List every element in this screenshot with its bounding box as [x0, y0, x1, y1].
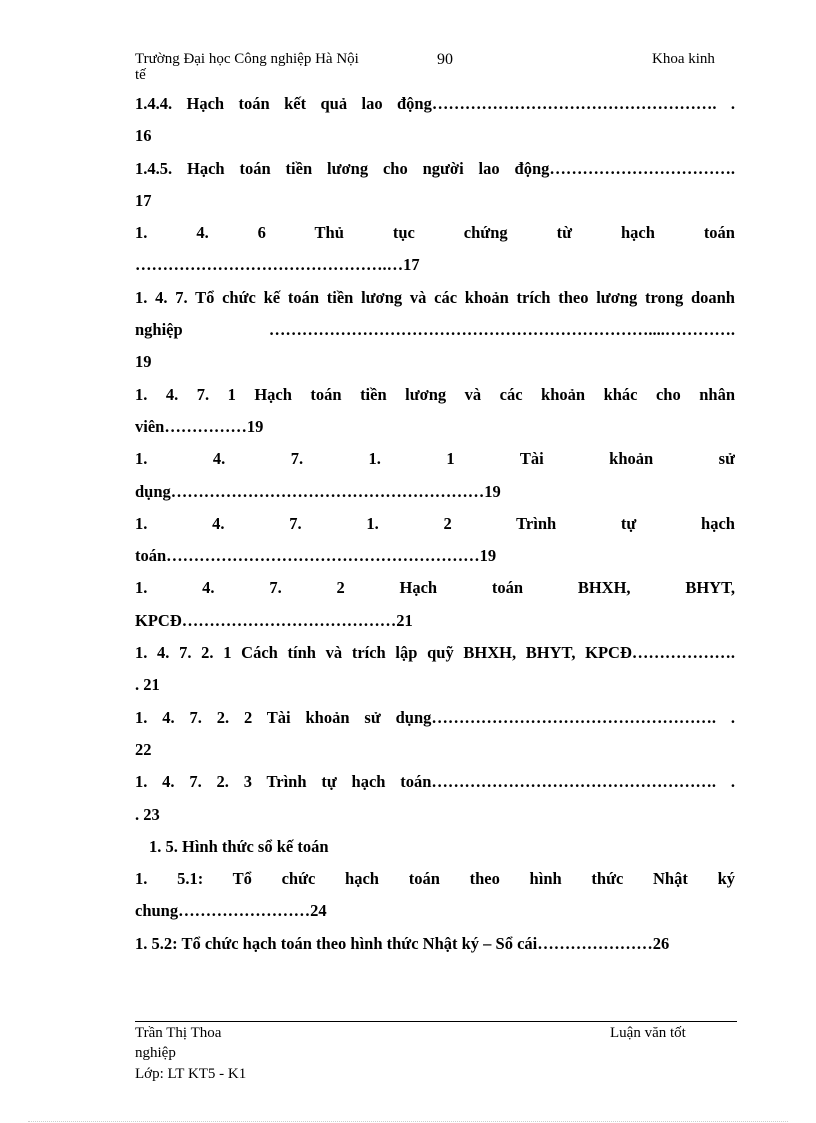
- header-faculty-wrap: tế: [135, 67, 146, 83]
- toc-line: 1. 4. 7. 2. 3 Trình tự hạch toán……………………………………………. .: [135, 772, 735, 792]
- toc-line: 19: [135, 352, 152, 372]
- toc-line: KPCĐ…………………………………21: [135, 610, 413, 630]
- toc-line: 1. 4. 7. 1. 1 Tài khoản sử: [135, 449, 735, 469]
- toc-line: 1. 4. 6 Thủ tục chứng từ hạch toán: [135, 223, 735, 243]
- toc-line: ……………………………………….…17: [135, 255, 420, 275]
- toc-line: 1. 4. 7. 2 Hạch toán BHXH, BHYT,: [135, 578, 735, 598]
- header-school: Trường Đại học Công nghiệp Hà Nội: [135, 51, 359, 67]
- toc-line: 1. 5.1: Tổ chức hạch toán theo hình thức Nhật ký: [135, 869, 735, 889]
- toc-line: . 21: [135, 675, 160, 695]
- toc-line: nghiệp ……………………………………………………………....………….: [135, 320, 735, 340]
- toc-line: 1. 4. 7. 2. 1 Cách tính và trích lập quỹ BHXH, BHYT, KPCĐ……………….: [135, 643, 735, 663]
- footer-divider: [135, 1021, 737, 1022]
- table-of-contents: [135, 88, 735, 960]
- toc-line: 1. 4. 7. 1. 2 Trình tự hạch: [135, 513, 735, 533]
- footer-thesis-title: Luận văn tốt: [610, 1025, 686, 1041]
- footer-thesis-title-wrap: nghiệp: [135, 1045, 176, 1061]
- toc-line: 22: [135, 739, 152, 759]
- toc-line: 1.4.5. Hạch toán tiền lương cho người lao động…………………………….: [135, 158, 735, 178]
- toc-line: 1. 4. 7. 2. 2 Tài khoản sử dụng……………………………………………. .: [135, 707, 735, 727]
- footer-author: Trần Thị Thoa: [135, 1025, 222, 1041]
- toc-line: chung……………………24: [135, 901, 327, 921]
- toc-line: dụng…………………………………………………19: [135, 481, 501, 501]
- toc-line: toán…………………………………………………19: [135, 546, 497, 566]
- toc-line: viên……………19: [135, 416, 264, 436]
- toc-line: 17: [135, 190, 152, 210]
- toc-line: 1.4.4. Hạch toán kết quả lao động……………………………………………. .: [135, 94, 735, 113]
- toc-section-heading: 1. 5. Hình thức sổ kế toán: [149, 836, 329, 856]
- toc-line: . 23: [135, 804, 160, 824]
- header-faculty: Khoa kinh: [652, 51, 715, 67]
- page-edge-divider: [28, 1121, 788, 1122]
- toc-line: 16: [135, 126, 152, 146]
- toc-line: 1. 5.2: Tổ chức hạch toán theo hình thức Nhật ký – Sổ cái…………………26: [135, 933, 670, 953]
- toc-line: 1. 4. 7. Tổ chức kế toán tiền lương và các khoản trích theo lương trong doanh: [135, 287, 735, 307]
- footer-class: Lớp: LT KT5 - K1: [135, 1066, 247, 1082]
- toc-line: 1. 4. 7. 1 Hạch toán tiền lương và các khoản khác cho nhân: [135, 384, 735, 404]
- header-page-number: 90: [437, 51, 453, 68]
